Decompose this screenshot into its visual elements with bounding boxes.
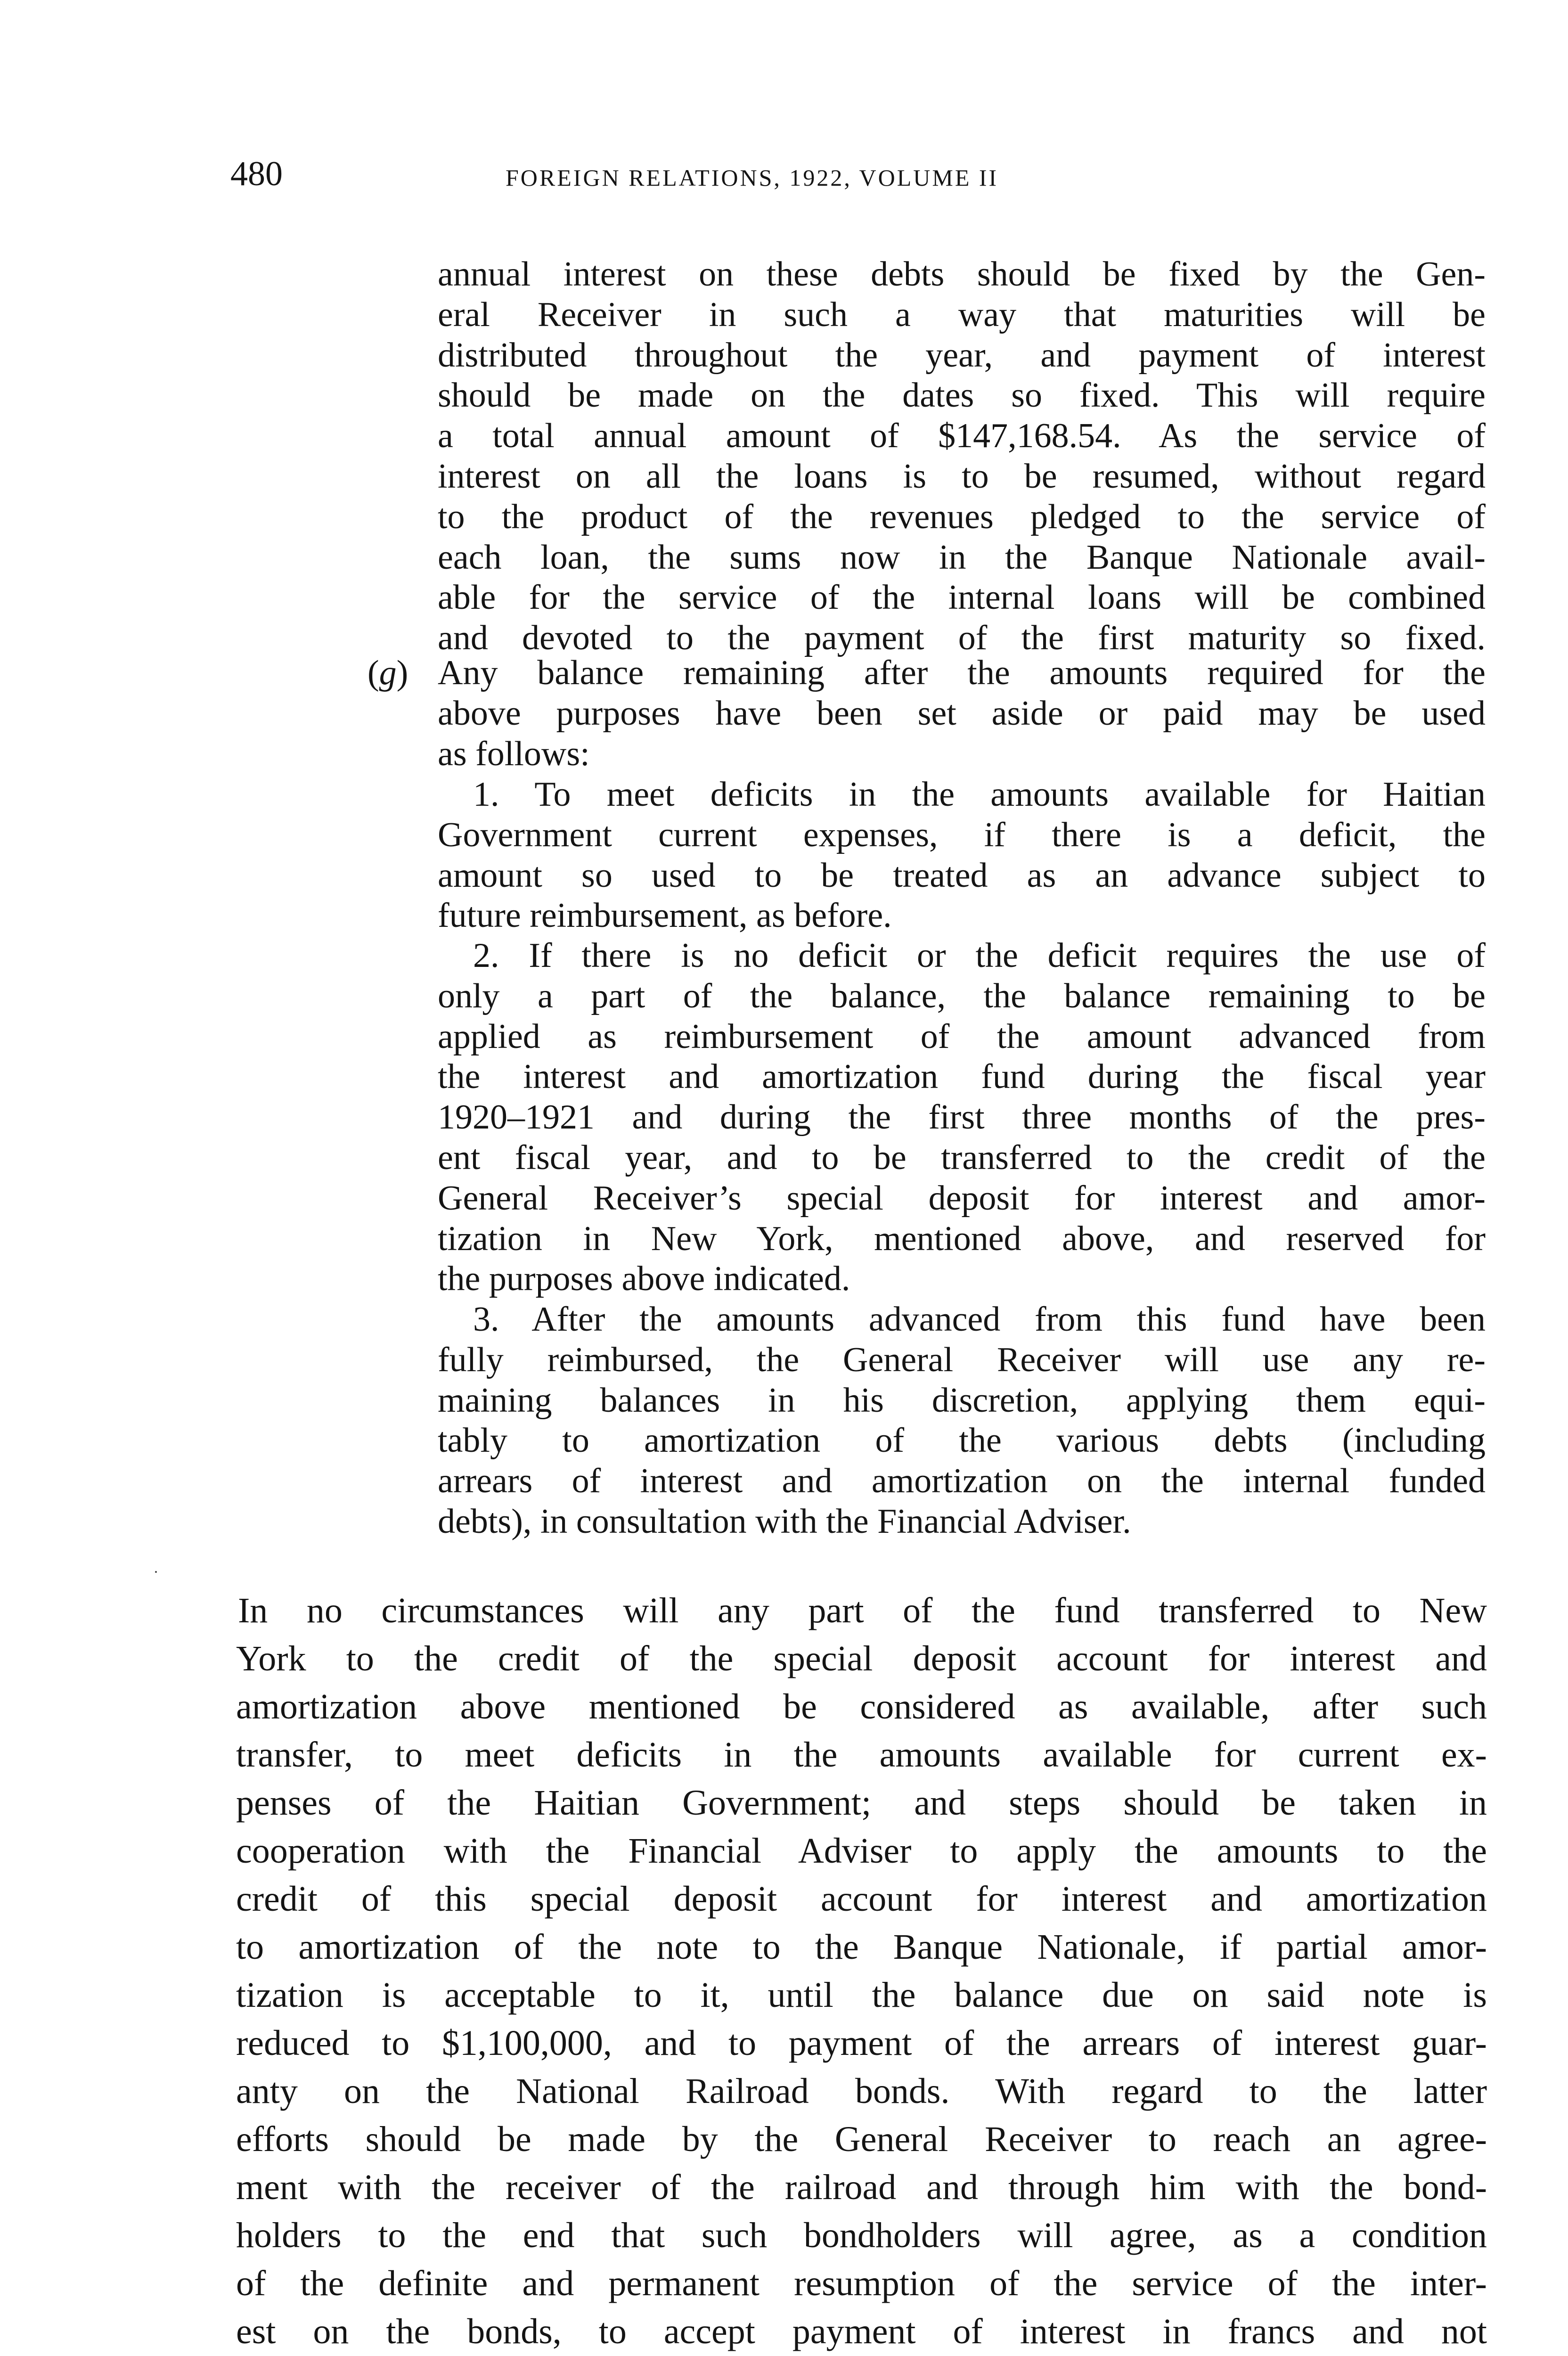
text-line: General Receiver’s special deposit for interest and amor-: [438, 1178, 1486, 1218]
text-line: amount so used to be treated as an advance subject to: [438, 856, 1486, 895]
text-line: applied as reimbursement of the amount advanced from: [438, 1017, 1486, 1056]
text-line: a total annual amount of $147,168.54. As the service of: [438, 417, 1486, 456]
text-line: 1920–1921 and during the first three months of the pres-: [438, 1098, 1486, 1137]
item-f-continued: [438, 254, 1486, 659]
paren-open: (: [368, 654, 379, 692]
text-line: able for the service of the internal loans will be combined: [438, 578, 1486, 617]
text-line: as follows:: [438, 734, 590, 773]
paren-close: ): [396, 654, 408, 692]
text-line: holders to the end that such bondholders will agree, as a condition: [236, 2216, 1487, 2255]
text-line: In no circumstances will any part of the fund transferred to New: [238, 1591, 1487, 1630]
text-line: 1. To meet deficits in the amounts available for Haitian: [473, 775, 1486, 814]
text-line: efforts should be made by the General Receiver to reach an agree-: [236, 2119, 1487, 2159]
text-line: only a part of the balance, the balance remaining to be: [438, 976, 1486, 1015]
text-line: credit of this special deposit account for interest and amortization: [236, 1879, 1487, 1919]
text-line: above purposes have been set aside or paid may be used: [438, 694, 1486, 733]
text-line: the interest and amortization fund during the fiscal year: [438, 1057, 1486, 1096]
text-line: to the product of the revenues pledged to the service of: [438, 497, 1486, 536]
text-line: each loan, the sums now in the Banque Nationale avail-: [438, 538, 1486, 577]
text-line: 2. If there is no deficit or the deficit requires the use of: [473, 936, 1486, 975]
text-line: future reimbursement, as before.: [438, 896, 892, 935]
text-line: should be made on the dates so fixed. This will require: [438, 376, 1486, 415]
text-line: and devoted to the payment of the first maturity so fixed.: [438, 619, 1486, 658]
text-line: ent fiscal year, and to be transferred to the credit of the: [438, 1138, 1486, 1177]
text-line: annual interest on these debts should be fixed by the Gen-: [438, 255, 1486, 294]
text-line: fully reimbursed, the General Receiver will use any re-: [438, 1340, 1486, 1379]
text-line: tably to amortization of the various debts (including: [438, 1421, 1486, 1460]
text-line: est on the bonds, to accept payment of interest in francs and not: [236, 2312, 1487, 2351]
subitem-2: [438, 936, 1486, 1300]
body-paragraph: [236, 1587, 1487, 2356]
paper-speck: [155, 1571, 157, 1573]
text-line: ment with the receiver of the railroad and through him with the bond-: [236, 2168, 1487, 2207]
text-line: reduced to $1,100,000, and to payment of the arrears of interest guar-: [236, 2023, 1487, 2063]
item-letter: g: [379, 654, 397, 692]
text-line: Government current expenses, if there is a deficit, the: [438, 815, 1486, 854]
text-line: distributed throughout the year, and payment of interest: [438, 335, 1486, 375]
text-line: eral Receiver in such a way that maturities will be: [438, 295, 1486, 334]
text-line: amortization above mentioned be considered as available, after such: [236, 1687, 1487, 1726]
subitem-1: [438, 775, 1486, 936]
text-line: to amortization of the note to the Banque Nationale, if partial amor-: [236, 1927, 1487, 1967]
text-line: tization is acceptable to it, until the balance due on said note is: [236, 1975, 1487, 2015]
page-number: 480: [230, 155, 283, 193]
text-line: transfer, to meet deficits in the amounts available for current ex-: [236, 1735, 1487, 1775]
text-line: of the definite and permanent resumption of the service of the inter-: [236, 2264, 1487, 2303]
running-head: FOREIGN RELATIONS, 1922, VOLUME II: [506, 164, 999, 191]
text-line: penses of the Haitian Government; and steps should be taken in: [236, 1783, 1487, 1823]
text-line: 3. After the amounts advanced from this fund have been: [473, 1300, 1486, 1339]
text-line: arrears of interest and amortization on the internal funded: [438, 1462, 1486, 1501]
text-line: debts), in consultation with the Financial Adviser.: [438, 1502, 1131, 1541]
text-line: cooperation with the Financial Adviser to apply the amounts to the: [236, 1831, 1487, 1871]
item-g-text: [438, 653, 1486, 774]
text-line: anty on the National Railroad bonds. With regard to the latter: [236, 2071, 1487, 2111]
text-line: tization in New York, mentioned above, and reserved for: [438, 1219, 1486, 1258]
item-g-label: [368, 653, 408, 693]
text-line: interest on all the loans is to be resumed, without regard: [438, 457, 1486, 496]
text-line: Any balance remaining after the amounts required for the: [438, 654, 1486, 692]
text-line: maining balances in his discretion, applying them equi-: [438, 1381, 1486, 1420]
text-line: York to the credit of the special deposit account for interest and: [236, 1639, 1487, 1678]
text-line: the purposes above indicated.: [438, 1260, 850, 1299]
subitem-3: [438, 1300, 1486, 1542]
